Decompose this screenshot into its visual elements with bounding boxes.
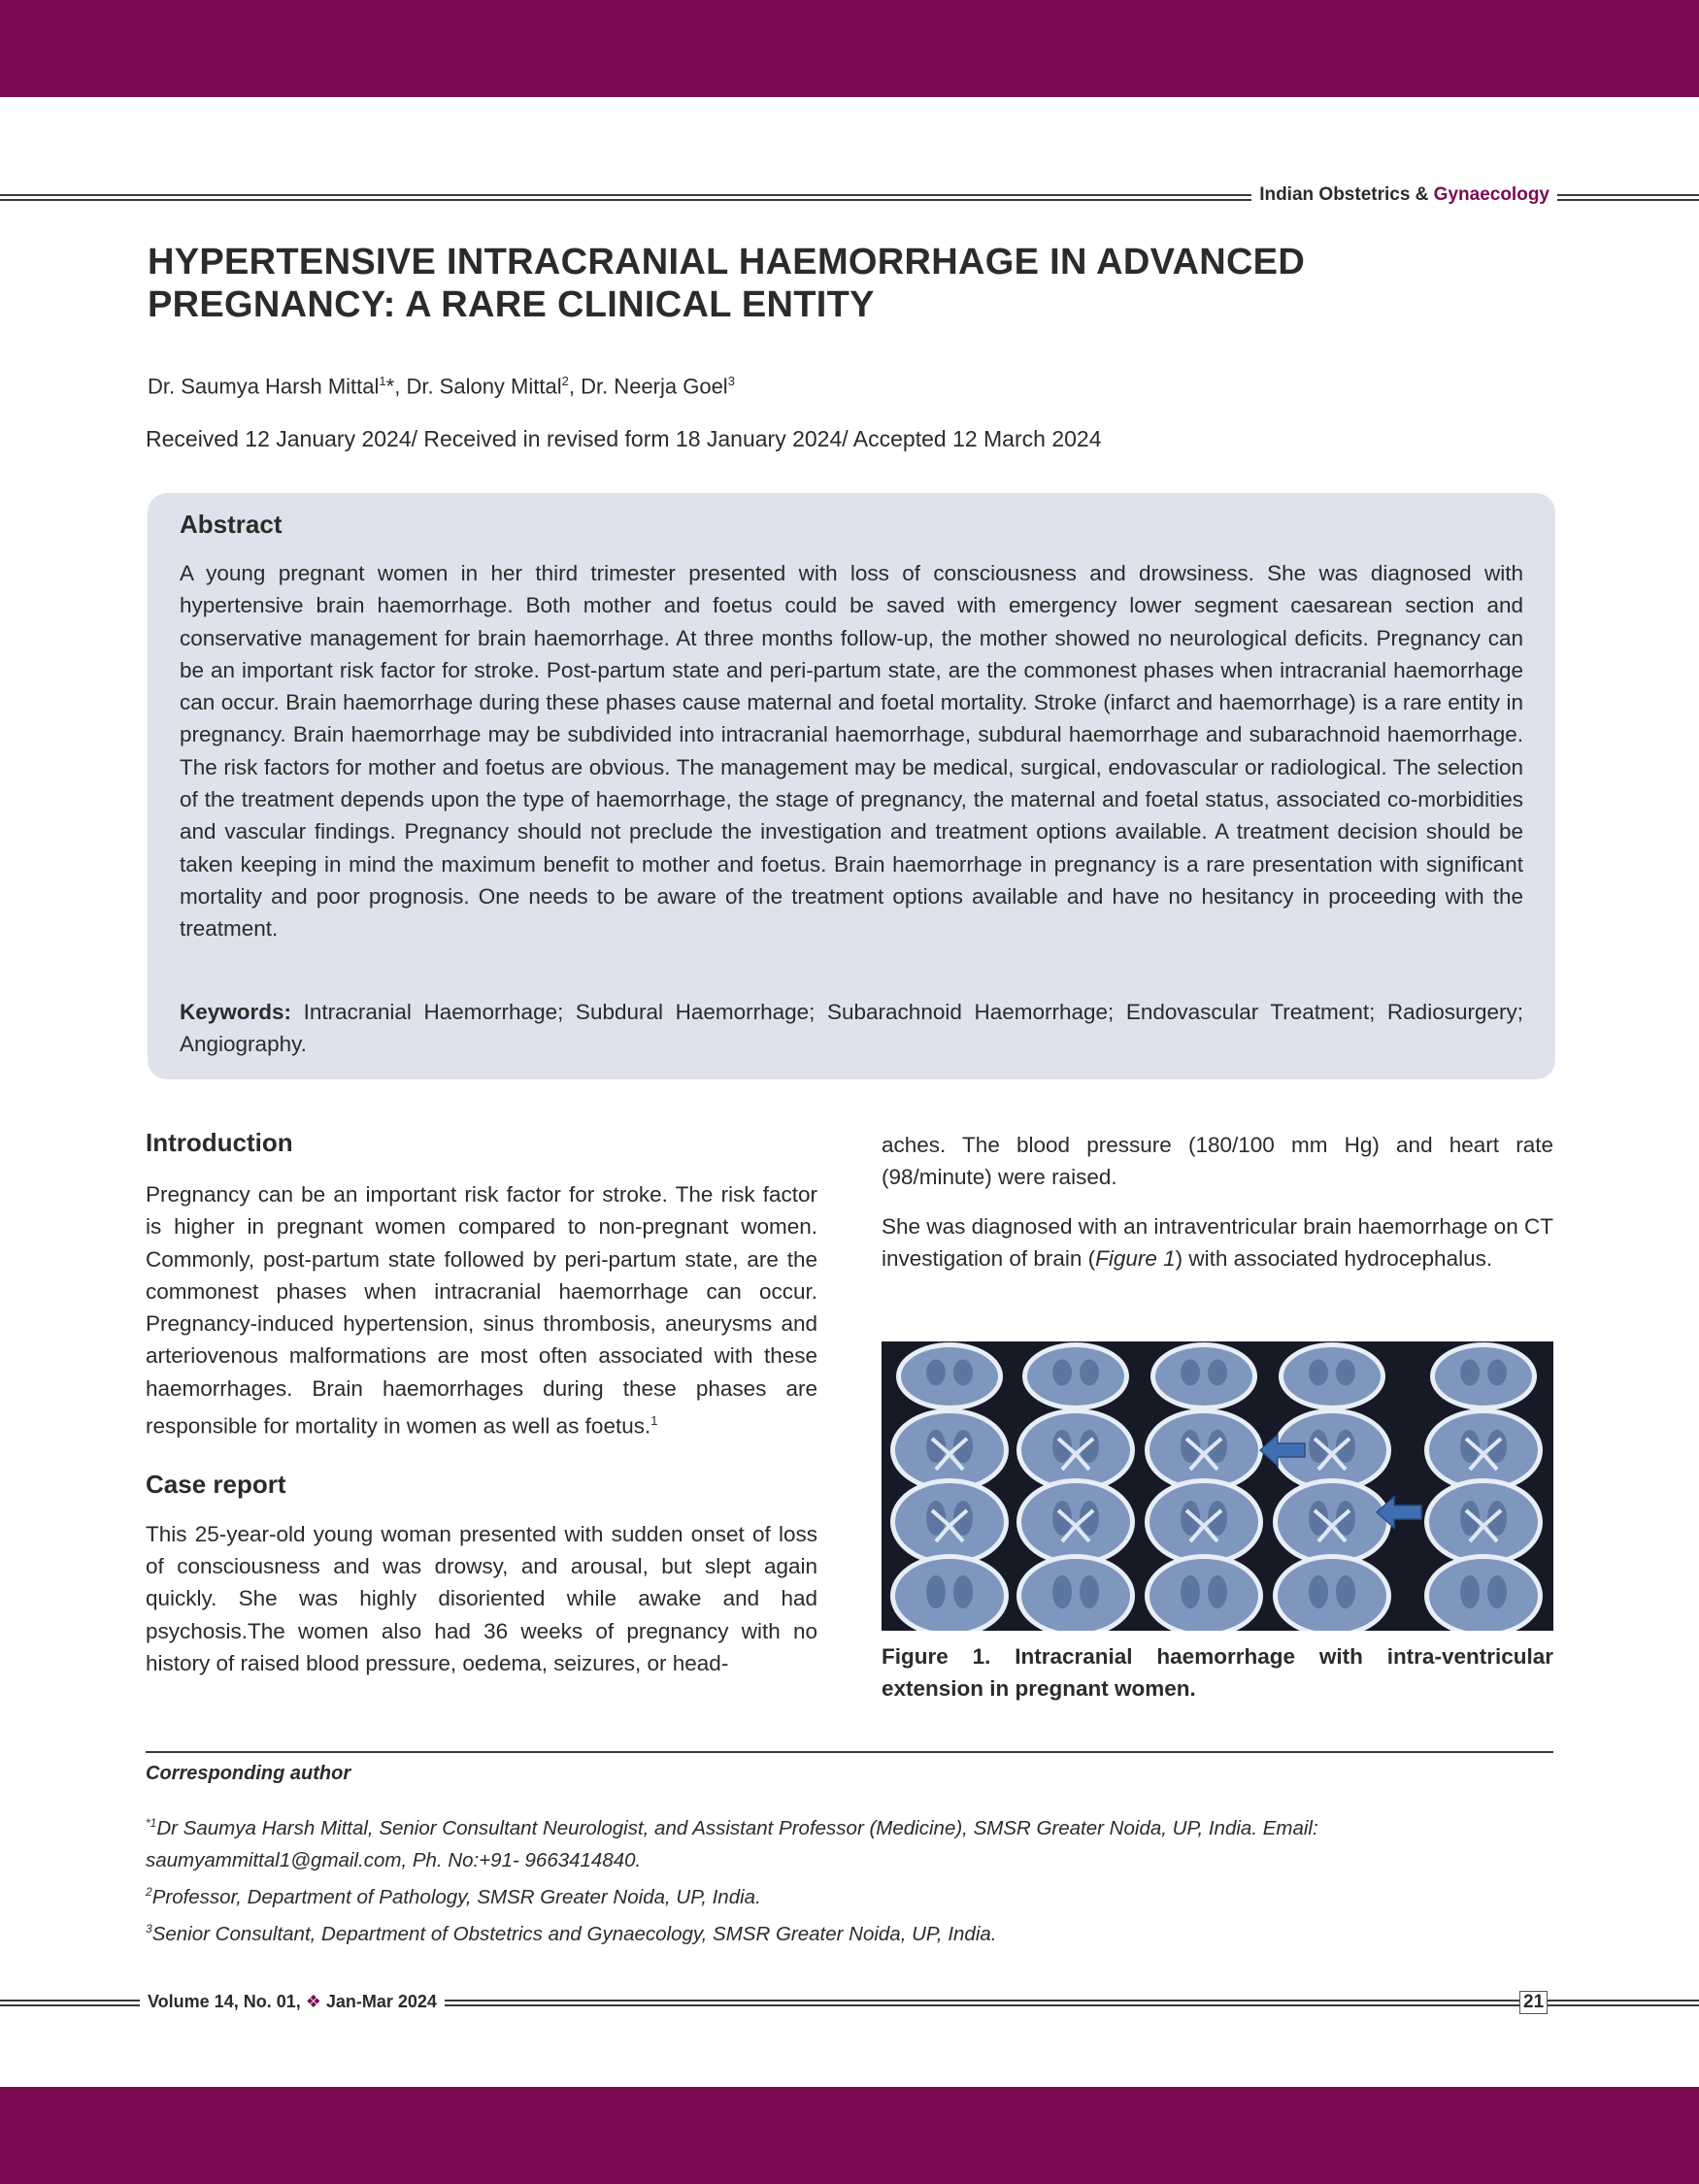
case-report-text: This 25-year-old young woman presented with sudden onset of loss of consciousness and was drowsy, and arousal, but slept again quickly. She was highly disoriented while awake and had psychosis.The women also had 36 weeks of pregnancy with no history of raised blood pressure, oedema, seizures, or head- — [146, 1521, 817, 1676]
footnote: $^{*1}$Dr Saumya Harsh Mittal, Senior Consultant Neurologist, and Assistant Professor (Medicine), SMSR Greater Noida, UP, India. Email: saumyammittal1@gmail.com, Ph. No:+91- 9663414840. — [146, 1816, 1318, 1871]
keywords-label: Keywords: — [180, 1000, 292, 1024]
case-report-section — [146, 1468, 817, 1679]
footnote: $^3$Senior Consultant, Department of Obstetrics and Gynaecology, SMSR Greater Noida, UP, India. — [146, 1921, 997, 1945]
introduction-heading: Introduction — [146, 1128, 293, 1157]
abstract-heading: Abstract — [180, 510, 283, 539]
author-list: Dr. Saumya Harsh Mittal$^1$*, Dr. Salony Mittal$^2$, Dr. Neerja Goel$^3$ — [148, 374, 735, 399]
keywords — [180, 996, 1523, 1060]
figure-caption: Figure 1. Intracranial haemorrhage with intra-ventricular extension in pregnant women. — [882, 1644, 1553, 1701]
ct-scan-image — [882, 1341, 1553, 1631]
diagnosis-text: She was diagnosed with an intraventricular brain haemorrhage on CT investigation of brain (Figure 1) with associated hydrocephalus. — [882, 1213, 1553, 1271]
author-name: Dr. Saumya Harsh Mittal — [148, 374, 380, 399]
author-affiliation: 1 — [379, 374, 386, 388]
author-name: Dr. Salony Mittal — [406, 374, 562, 399]
figure-reference: Figure 1 — [1095, 1245, 1176, 1271]
page-number: 21 — [1519, 1991, 1548, 2014]
volume-info: Volume 14, No. 01, ❖ Jan-Mar 2024 — [140, 1989, 445, 2014]
footnotes — [146, 1807, 1553, 1949]
journal-name: Indian Obstetrics & Gynaecology — [1251, 182, 1557, 208]
left-column — [146, 1126, 817, 1679]
author-name: Dr. Neerja Goel — [581, 374, 728, 399]
article-dates: Received 12 January 2024/ Received in revised form 18 January 2024/ Accepted 12 March 2024 — [146, 426, 1102, 451]
case-report-heading: Case report — [146, 1469, 286, 1499]
footnote: $^2$Professor, Department of Pathology, SMSR Greater Noida, UP, India. — [146, 1884, 761, 1908]
right-column — [882, 1129, 1553, 1274]
abstract-text: A young pregnant women in her third trimester presented with loss of consciousness and drowsiness. She was diagnosed with hypertensive brain haemorrhage. Both mother and foetus could be saved with emergency lower segment caesarean section and conservative management for brain haemorrhage. At three months follow-up, the mother showed no neurological deficits. Pregnancy can be an important risk factor for stroke. Post-partum state and peri-partum state, are the commonest phases when intracranial haemorrhage can occur. Brain haemorrhage during these phases cause maternal and foetal mortality. Stroke (infarct and haemorrhage) is a rare entity in pregnancy. Brain haemorrhage may be subdivided into intracranial haemorrhage, subdural haemorrhage and subarachnoid haemorrhage. The risk factors for mother and foetus are obvious. The management may be medical, surgical, endovascular or radiological. The selection of the treatment depends upon the type of haemorrhage, the stage of pregnancy, the maternal and foetal status, associated co-morbidities and vascular findings. Pregnancy should not preclude the investigation and treatment options available. A treatment decision should be taken keeping in mind the maximum benefit to mother and foetus. Brain haemorrhage in pregnancy is a rare presentation with significant mortality and poor prognosis. One needs to be aware of the treatment options available and have no hesitancy in proceeding with the treatment. — [180, 561, 1523, 942]
diamond-icon: ❖ — [305, 1992, 321, 2011]
article-title: HYPERTENSIVE INTRACRANIAL HAEMORRHAGE IN ADVANCED PREGNANCY: A RARE CLINICAL ENTITY — [148, 242, 1306, 325]
corresponding-author-heading: Corresponding author — [146, 1763, 351, 1784]
footnote-rule — [146, 1751, 1553, 1753]
keywords-list: Intracranial Haemorrhage; Subdural Haemorrhage; Subarachnoid Haemorrhage; Endovascular Treatment; Radiosurgery; Angiography. — [180, 1000, 1523, 1056]
journal-name-accent: Gynaecology — [1433, 184, 1549, 205]
figure-1-ct-scan — [882, 1341, 1553, 1631]
introduction-section — [146, 1126, 817, 1442]
citation-ref: 1 — [650, 1413, 658, 1429]
case-report-continued: aches. The blood pressure (180/100 mm Hg) and heart rate (98/minute) were raised. — [882, 1133, 1553, 1190]
abstract-box — [148, 493, 1555, 1079]
author-affiliation: 2 — [561, 374, 569, 388]
top-brand-band — [0, 0, 1699, 97]
bottom-brand-band — [0, 2087, 1699, 2184]
author-affiliation: 3 — [727, 374, 735, 388]
introduction-text: Pregnancy can be an important risk factor for stroke. The risk factor is higher in pregnant women compared to non-pregnant women. Commonly, post-partum state followed by peri-partum state, are the commonest phases when intracranial haemorrhage can occur. Pregnancy-induced hypertension, sinus thrombosis, aneurysms and arteriovenous malformations are most often associated with these haemorrhages. Brain haemorrhages during these phases are responsible for mortality in women as well as foetus.$^1$ — [146, 1182, 817, 1439]
